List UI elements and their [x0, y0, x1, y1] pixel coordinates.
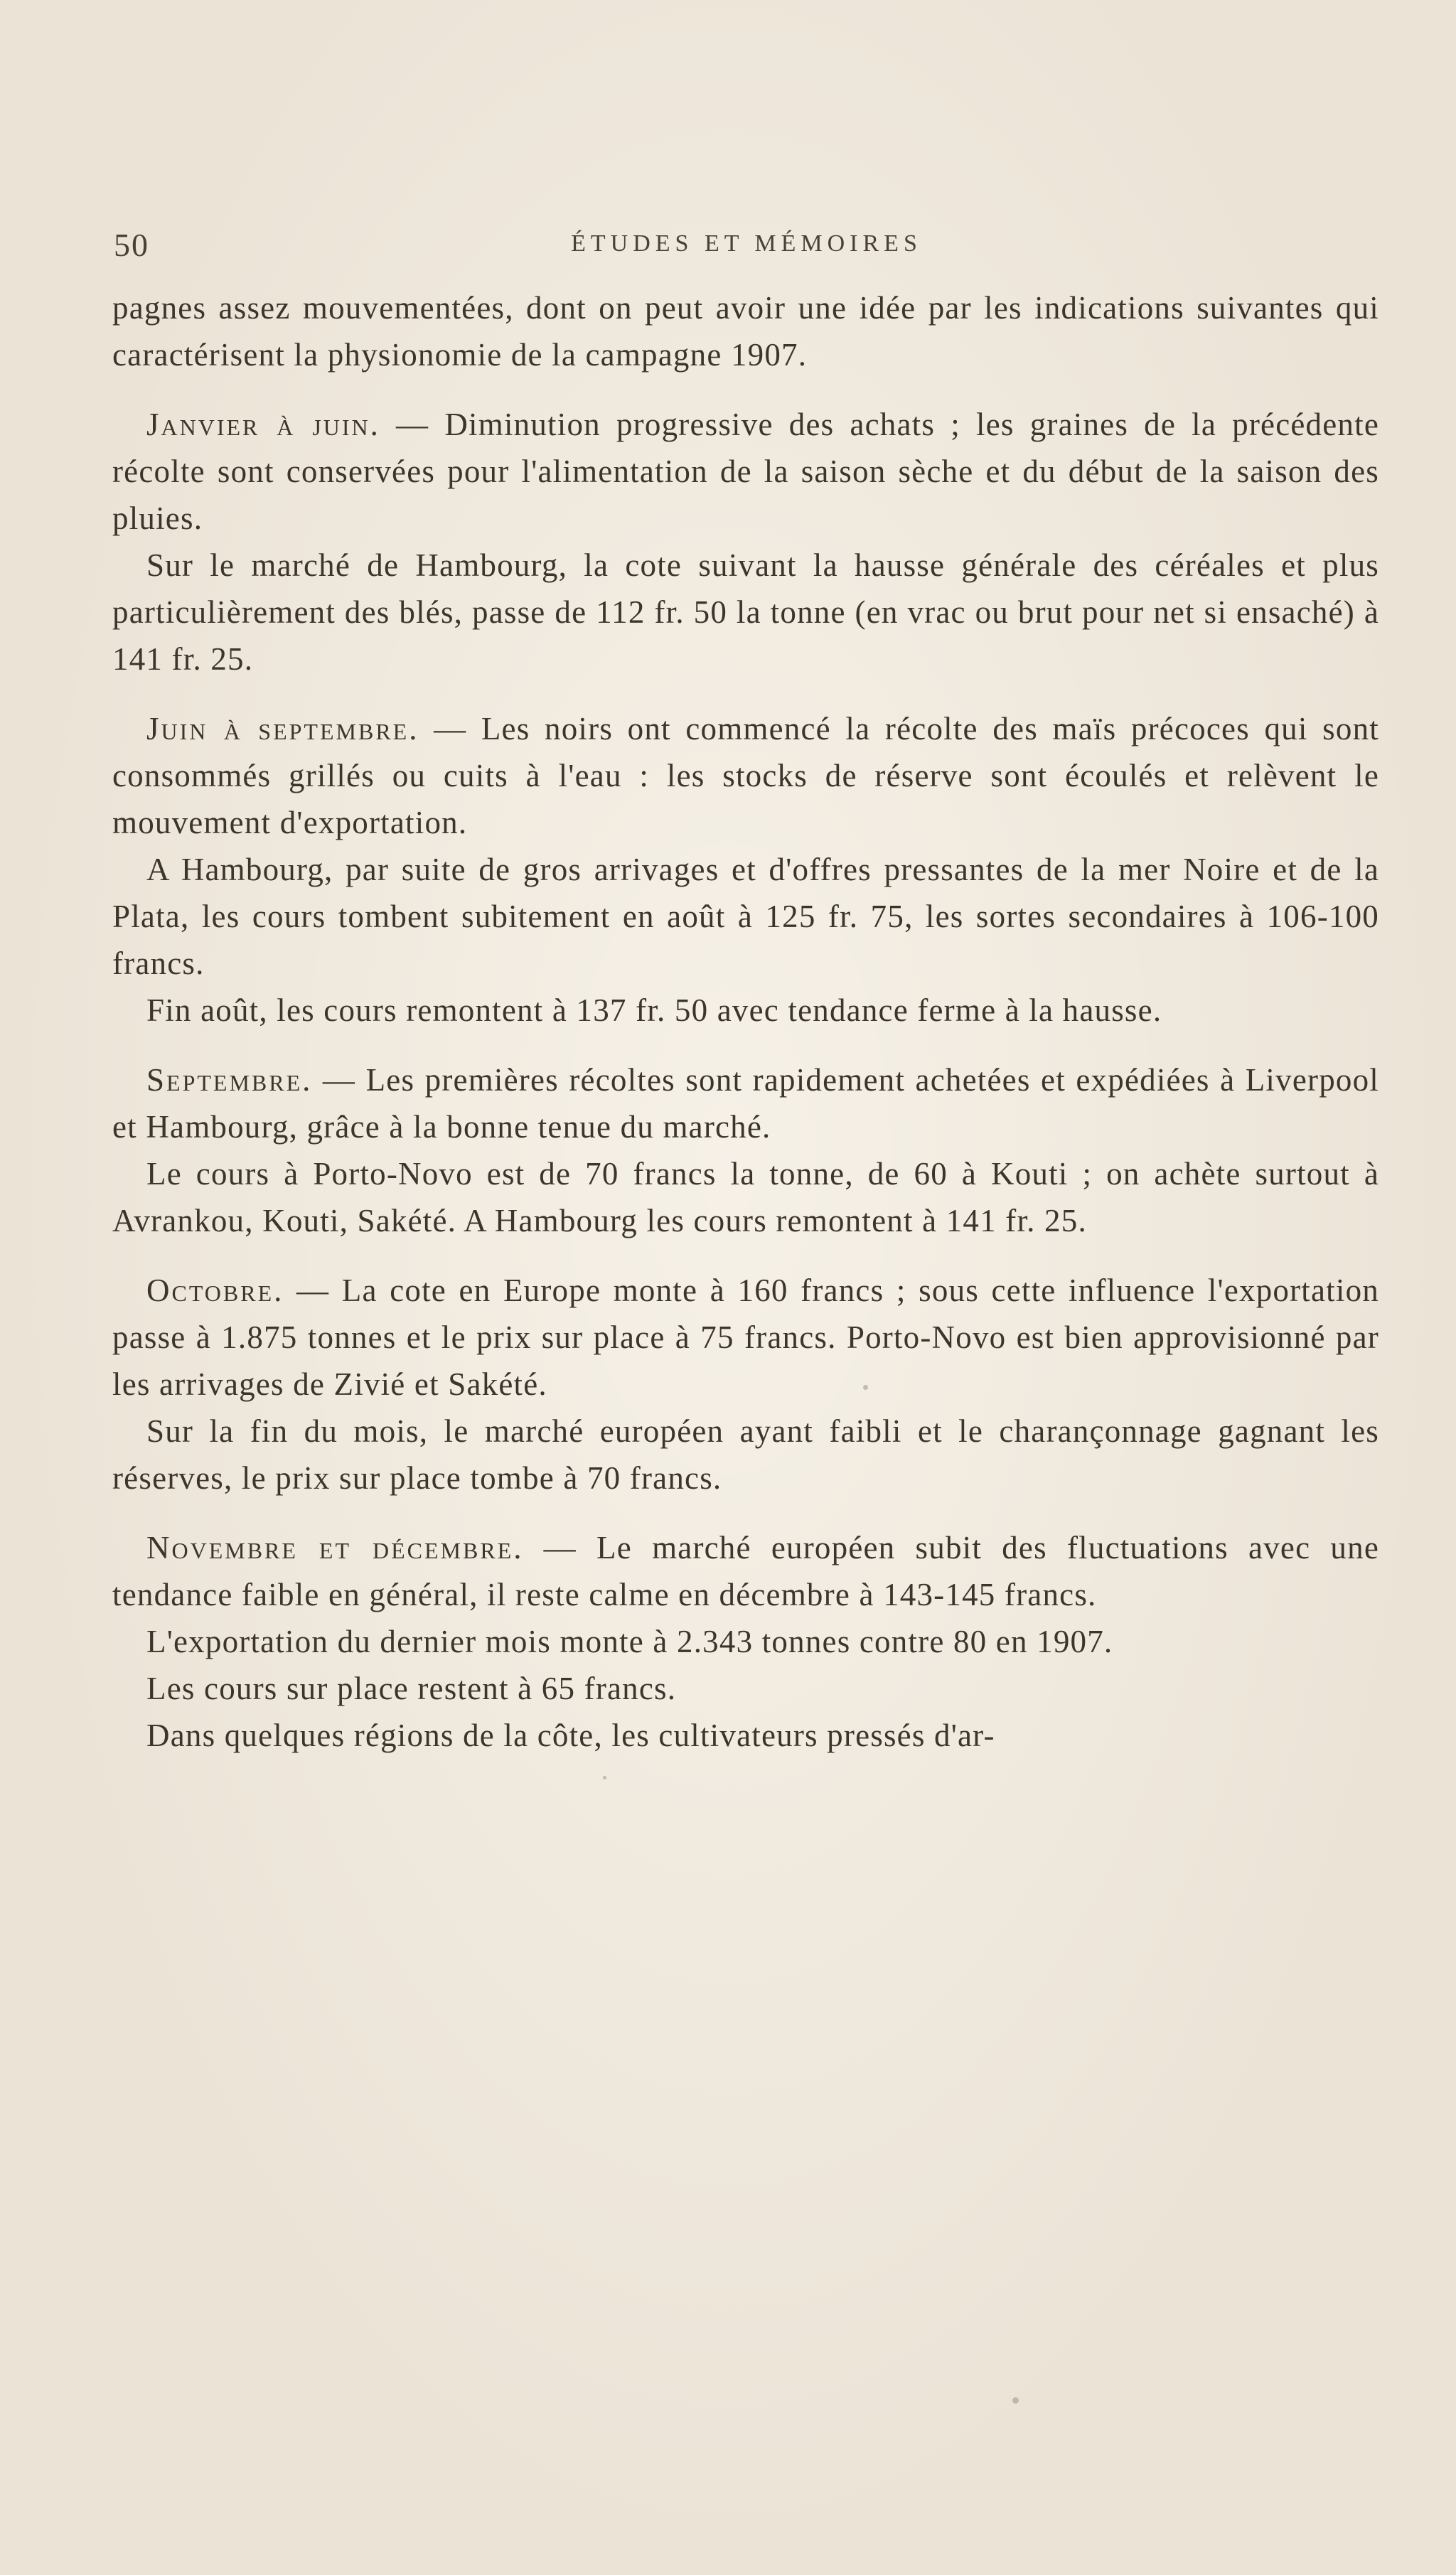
paragraph-text: — Les noirs ont commencé la récolte des maïs précoces qui sont consommés grillés ou cuits à l'eau : les stocks de réserve sont écoulés et relèvent le mouvement d'exportation.	[112, 711, 1379, 840]
running-title: ÉTUDES ET MÉMOIRES	[571, 230, 922, 257]
paragraph-janvier-juin	[112, 401, 1379, 542]
paragraph-text: Fin août, les cours remontent à 137 fr. 50 avec tendance ferme à la hausse.	[146, 992, 1162, 1028]
paragraph-juin-septembre	[112, 705, 1379, 846]
page-number: 50	[114, 227, 149, 263]
paragraph-text: Sur la fin du mois, le marché européen ayant faibli et le charançonnage gagnant les réserves, le prix sur place tombe à 70 francs.	[112, 1413, 1379, 1496]
paragraph-porto-novo-cours	[112, 1150, 1379, 1244]
paragraph-text: A Hambourg, par suite de gros arrivages et d'offres pressantes de la mer Noire et de la Plata, les cours tombent subitement en août à 125 fr. 75, les sortes secondaires à 106-100 francs.	[112, 852, 1379, 981]
paper-speck	[1012, 2397, 1019, 2404]
paragraph-text: L'exportation du dernier mois monte à 2.343 tonnes contre 80 en 1907.	[146, 1624, 1113, 1659]
section-heading-octobre: Octobre.	[146, 1273, 284, 1308]
paragraph-fin-aout	[112, 987, 1379, 1034]
section-heading-juin-septembre: Juin à septembre.	[146, 711, 419, 746]
paragraph-text: — Le marché européen subit des fluctuations avec une tendance faible en général, il reste calme en décembre à 143-145 francs.	[112, 1530, 1379, 1612]
paragraph-text: Sur le marché de Hambourg, la cote suivant la hausse générale des céréales et plus particulièrement des blés, passe de 112 fr. 50 la tonne (en vrac ou brut pour net si ensaché) à 141 fr. 25.	[112, 547, 1379, 677]
paragraph-novembre-decembre	[112, 1524, 1379, 1618]
section-heading-septembre: Septembre.	[146, 1062, 313, 1098]
paragraph-fin-octobre	[112, 1408, 1379, 1501]
paragraph-text: Dans quelques régions de la côte, les cultivateurs pressés d'ar-	[146, 1718, 995, 1753]
paper-speck	[603, 1776, 606, 1779]
paragraph-text: — Diminution progressive des achats ; les graines de la précédente récolte sont conservées pour l'alimentation de la saison sèche et du début de la saison des pluies.	[112, 407, 1380, 536]
paragraph-text: — Les premières récoltes sont rapidement achetées et expédiées à Liverpool et Hambourg, grâce à la bonne tenue du marché.	[112, 1062, 1379, 1145]
body-text	[112, 284, 1379, 1759]
paragraph-text: Le cours à Porto-Novo est de 70 francs la tonne, de 60 à Kouti ; on achète surtout à Avrankou, Kouti, Sakété. A Hambourg les cours remontent à 141 fr. 25.	[112, 1156, 1379, 1238]
paper-speck	[863, 1385, 868, 1390]
paragraph-cours-sur-place	[112, 1665, 1379, 1712]
paragraph-octobre	[112, 1267, 1379, 1408]
paragraph-exportation	[112, 1618, 1379, 1665]
paragraph-text: pagnes assez mouvementées, dont on peut avoir une idée par les indications suivantes qui caractérisent la physionomie de la campagne 1907.	[112, 290, 1379, 373]
page-header	[114, 226, 1379, 269]
paragraph-hambourg-hausse	[112, 542, 1379, 682]
paragraph-text: Les cours sur place restent à 65 francs.	[146, 1671, 677, 1706]
paragraph-text: — La cote en Europe monte à 160 francs ; sous cette influence l'exportation passe à 1.875 tonnes et le prix sur place à 75 francs. Porto-Novo est bien approvisionné par les arrivages de Zivié et Sakété.	[112, 1273, 1379, 1402]
paragraph-campaign-intro	[112, 284, 1379, 378]
section-heading-janvier-juin: Janvier à juin.	[146, 407, 380, 442]
paragraph-hambourg-baisse	[112, 846, 1379, 987]
section-heading-novembre-decembre: Novembre et décembre.	[146, 1530, 524, 1565]
paragraph-cultivateurs	[112, 1712, 1379, 1759]
paragraph-septembre	[112, 1056, 1379, 1150]
